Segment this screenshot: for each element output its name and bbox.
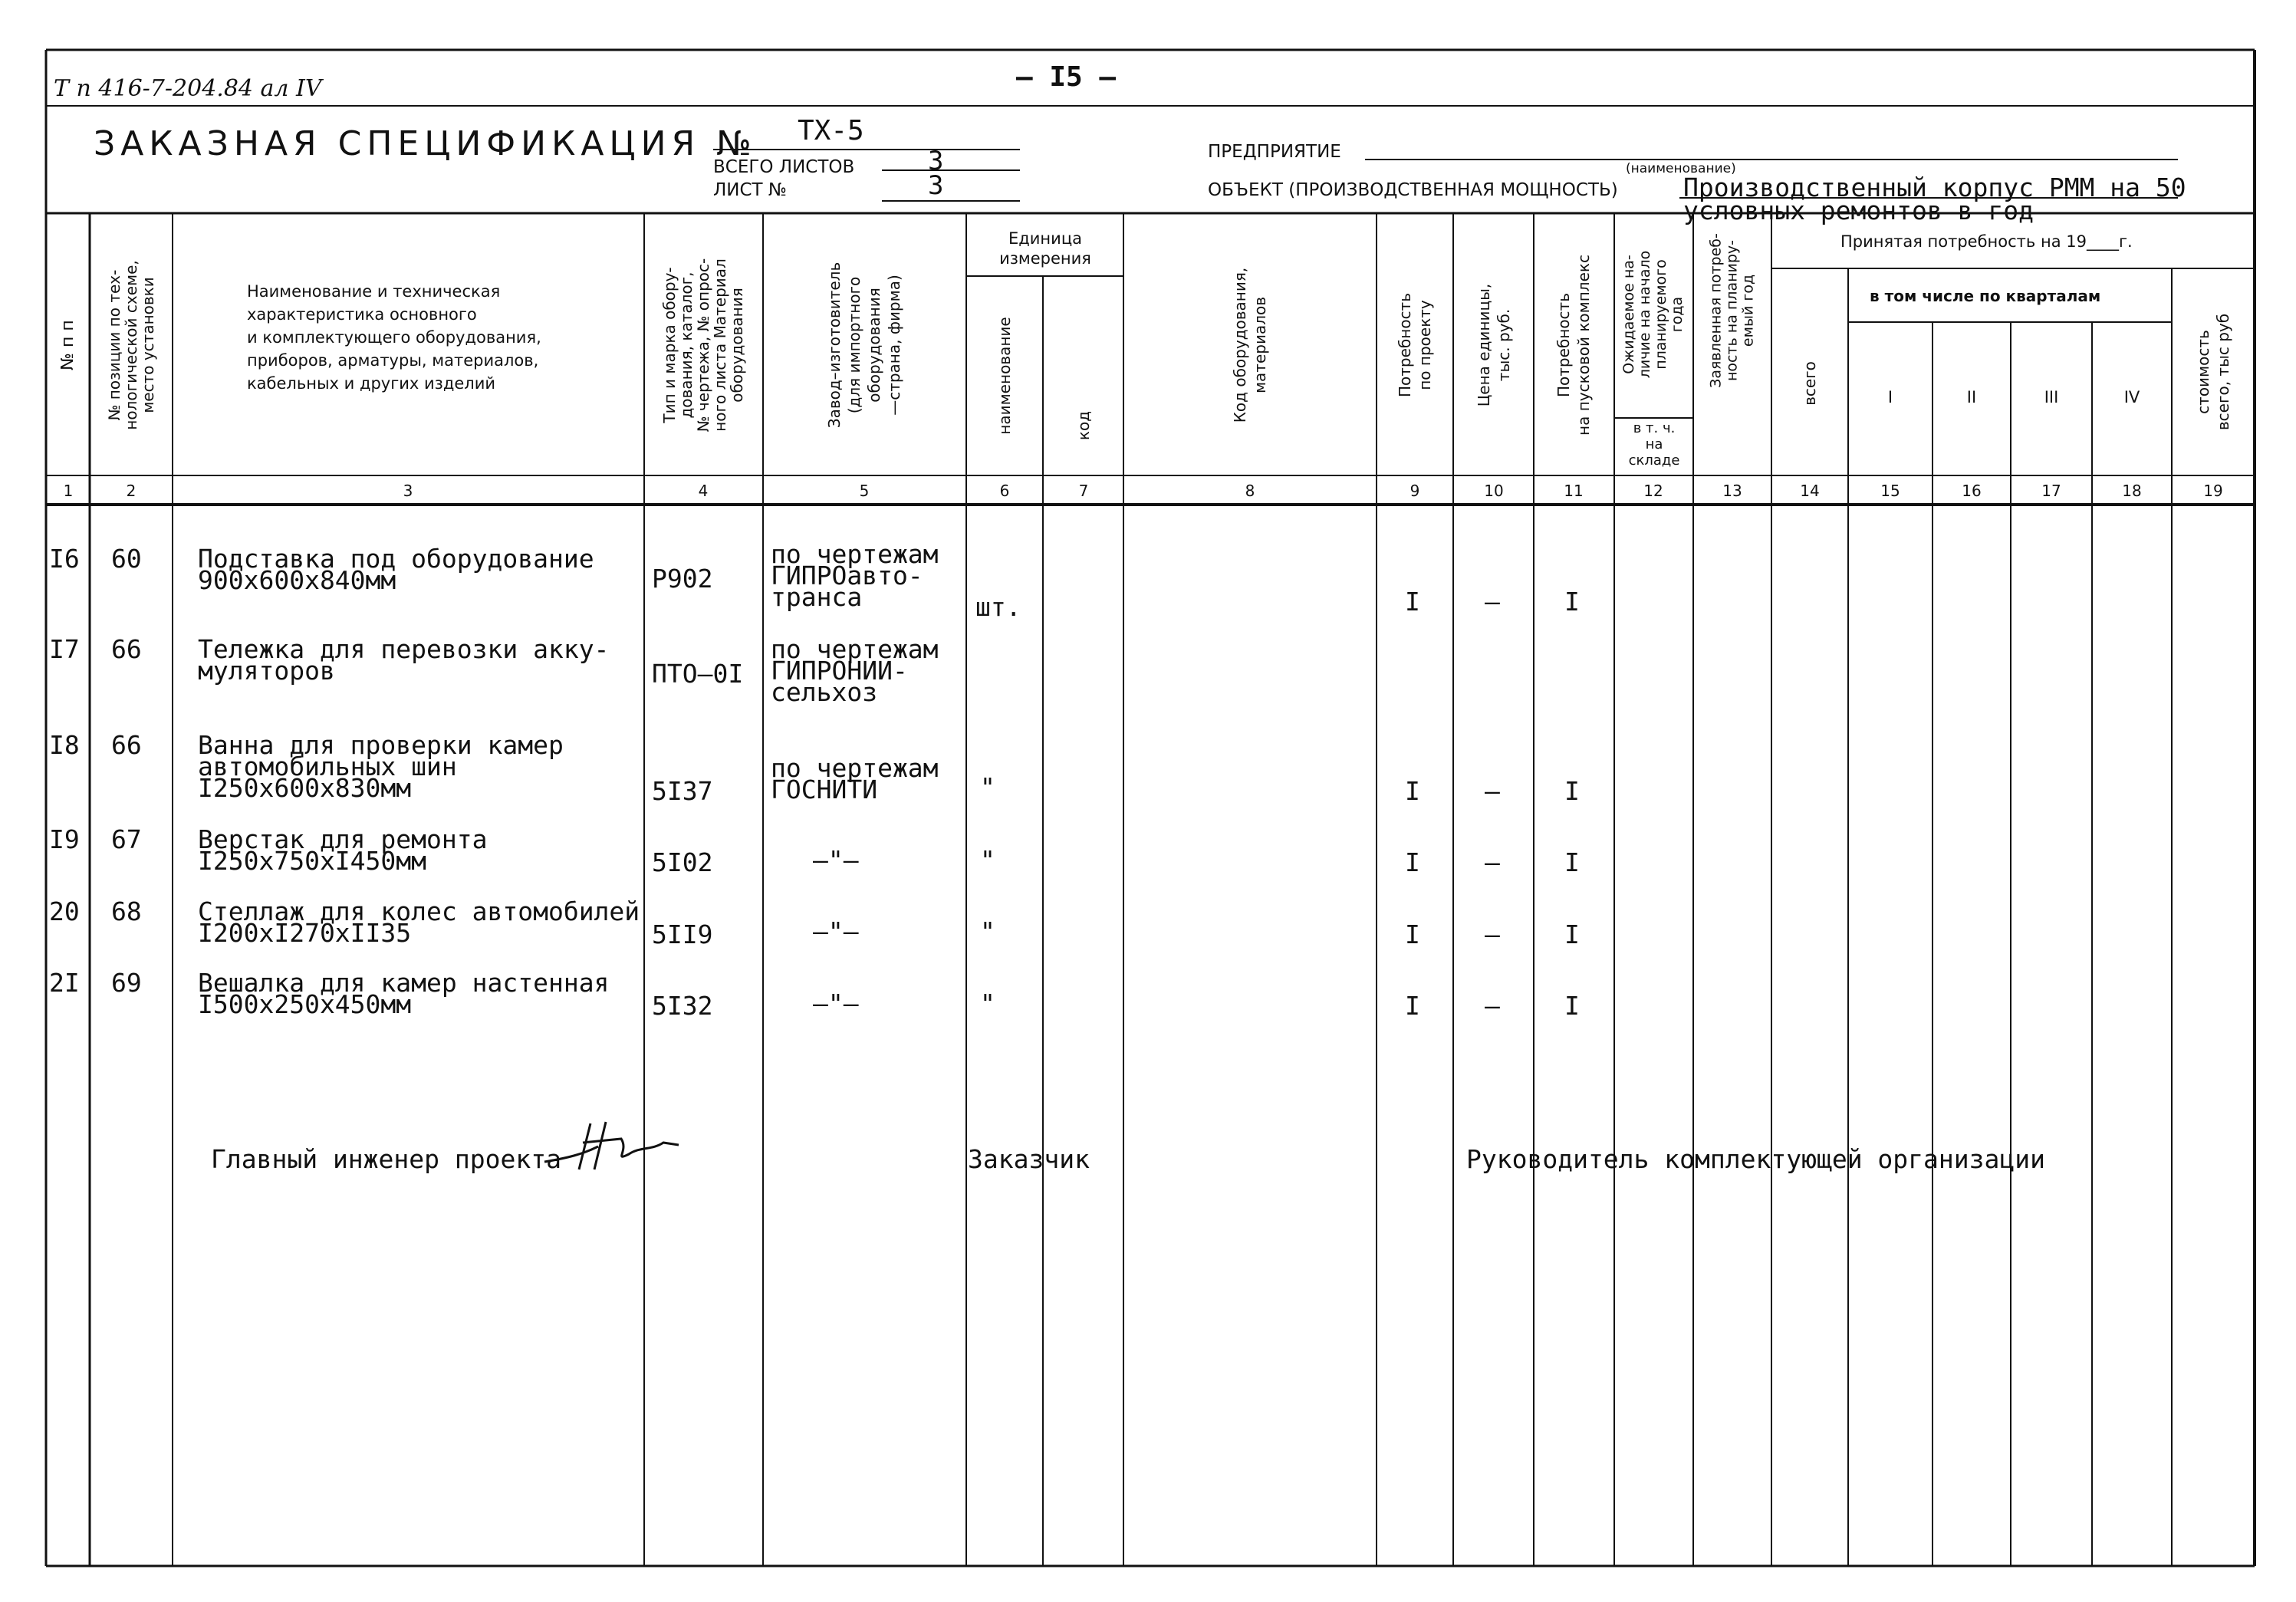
unit-name: шт. [975, 592, 1021, 622]
item-name-line: Стеллаж для колес автомобилей [198, 896, 640, 926]
supplier-head-label: Руководитель комплектующей организации [1466, 1144, 2045, 1174]
colnum-3: 3 [403, 482, 413, 500]
customer-label: Заказчик [968, 1144, 1090, 1174]
manufacturer-line: –"– [813, 989, 859, 1018]
manufacturer-line: –"– [813, 916, 859, 946]
object-name-line2: условных ремонтов в год [1683, 196, 2034, 225]
colnum-6: 6 [999, 482, 1010, 500]
row-number: 2I [49, 968, 80, 998]
header-price: Цена единицы, тыс. руб. [1475, 283, 1513, 407]
header-q3: III [2044, 388, 2059, 406]
header-unit-name: наименование [995, 317, 1014, 435]
header-need: Потребность по проекту [1396, 292, 1434, 398]
need-per-project: I [1405, 776, 1420, 806]
header-quarters: в том числе по кварталам [1870, 287, 2101, 305]
colnum-15: 15 [1880, 482, 1900, 500]
unit-price: – [1485, 991, 1500, 1021]
position-number: 68 [111, 896, 142, 926]
unit-price: – [1485, 587, 1500, 617]
manufacturer-line: по чертежам [771, 539, 939, 569]
colnum-12: 12 [1643, 482, 1663, 500]
position-number: 67 [111, 824, 142, 854]
row-number: I6 [49, 544, 80, 574]
item-type: 5I32 [652, 991, 713, 1021]
colnum-19: 19 [2203, 482, 2223, 500]
manufacturer-line: транса [771, 582, 863, 612]
unit-name: " [980, 989, 995, 1018]
header-position: № позиции по тех- нологической схеме, место установки [105, 260, 157, 430]
item-name-line: I500х250х450мм [198, 989, 412, 1019]
position-number: 69 [111, 968, 142, 998]
header-equipment-code: Код оборудования, материалов [1231, 267, 1269, 423]
row-number: I7 [49, 634, 80, 664]
manufacturer-line: ГИПРОавто- [771, 561, 923, 590]
naming-hint: (наименование) [1626, 161, 1736, 176]
header-unit-code: код [1074, 410, 1093, 441]
header-total: всего [1801, 361, 1819, 406]
unit-name: " [980, 916, 995, 946]
item-type: 5I37 [652, 776, 713, 806]
spec-number: ТХ-5 [798, 115, 864, 146]
header-row-number: № п п [58, 320, 77, 370]
header-cost: стоимость всего, тыс руб [2194, 313, 2232, 431]
item-name-line: I250х750хI450мм [198, 846, 427, 876]
launch-need: I [1564, 776, 1580, 806]
position-number: 66 [111, 730, 142, 760]
colnum-13: 13 [1722, 482, 1742, 500]
header-declared: Заявленная потреб- ность на планиру- емый год [1707, 233, 1757, 388]
document-reference: Т п 416-7-204.84 ал IV [54, 75, 322, 102]
item-name-line: I250х600х830мм [198, 773, 412, 803]
header-accepted: Принятая потребность на 19____г. [1840, 232, 2133, 251]
header-in-stock: в т. ч. на складе [1628, 420, 1680, 469]
item-name-line: автомобильных шин [198, 752, 457, 781]
colnum-10: 10 [1484, 482, 1504, 500]
item-type: ПТО–0I [652, 659, 744, 689]
need-per-project: I [1405, 919, 1420, 949]
header-q1: I [1887, 388, 1893, 406]
position-number: 66 [111, 634, 142, 664]
unit-price: – [1485, 847, 1500, 877]
header-q4: IV [2123, 388, 2140, 406]
manufacturer-line: –"– [813, 845, 859, 875]
item-name-line: Вешалка для камер настенная [198, 968, 610, 998]
header-name: Наименование и техническая характеристика основного и комплектующего оборудования, приборов, арматуры, материалов, кабельных и других изделий [247, 282, 541, 393]
total-sheets-value: 3 [928, 146, 944, 176]
colnum-16: 16 [1962, 482, 1982, 500]
header-expected: Ожидаемое на- личие на начало планируемого года [1620, 250, 1686, 379]
colnum-4: 4 [698, 482, 709, 500]
object-label: ОБЪЕКТ (ПРОИЗВОДСТВЕННАЯ МОЩНОСТЬ) [1208, 180, 1618, 200]
colnum-8: 8 [1245, 482, 1255, 500]
row-number: 20 [49, 896, 80, 926]
colnum-18: 18 [2122, 482, 2142, 500]
chief-engineer-label: Главный инженер проекта [211, 1144, 561, 1174]
total-sheets-label: ВСЕГО ЛИСТОВ [713, 157, 855, 177]
header-manufacturer: Завод–изготовитель (для импортного оборудования —страна, фирма) [825, 262, 903, 429]
sheet-value: 3 [928, 170, 944, 201]
unit-name: " [980, 772, 995, 802]
item-type: 5II9 [652, 919, 713, 949]
need-per-project: I [1405, 847, 1420, 877]
item-name-line: I200хI270хII35 [198, 918, 412, 948]
manufacturer-line: ГОСНИТИ [771, 775, 878, 804]
manufacturer-line: ГИПРОНИИ- [771, 656, 908, 686]
item-name-line: муляторов [198, 656, 335, 686]
item-name-line: 900х600х840мм [198, 565, 396, 595]
header-unit: Единица измерения [999, 229, 1091, 268]
item-type: Р902 [652, 564, 713, 594]
launch-need: I [1564, 847, 1580, 877]
header-q2: II [1966, 388, 1977, 406]
unit-price: – [1485, 776, 1500, 806]
colnum-14: 14 [1800, 482, 1820, 500]
colnum-17: 17 [2041, 482, 2061, 500]
item-name-line: Ванна для проверки камер [198, 730, 564, 760]
page-number: – I5 – [1016, 61, 1117, 93]
colnum-11: 11 [1564, 482, 1584, 500]
item-name-line: Верстак для ремонта [198, 824, 488, 854]
manufacturer-line: сельхоз [771, 677, 878, 707]
sheet-label: ЛИСТ № [713, 180, 787, 200]
launch-need: I [1564, 991, 1580, 1021]
colnum-9: 9 [1410, 482, 1420, 500]
colnum-7: 7 [1078, 482, 1089, 500]
row-number: I8 [49, 730, 80, 760]
item-type: 5I02 [652, 847, 713, 877]
unit-price: – [1485, 919, 1500, 949]
launch-need: I [1564, 919, 1580, 949]
row-number: I9 [49, 824, 80, 854]
page-title: ЗАКАЗНАЯ СПЕЦИФИКАЦИЯ № [94, 124, 757, 163]
colnum-5: 5 [859, 482, 870, 500]
header-launch: Потребность на пусковой комплекс [1554, 255, 1593, 436]
colnum-2: 2 [126, 482, 137, 500]
item-name-line: Подставка под оборудование [198, 544, 594, 574]
object-name-line1: Производственный корпус РММ на 50 [1683, 173, 2186, 202]
unit-name: " [980, 845, 995, 875]
signature-scribble [537, 1116, 690, 1185]
enterprise-label: ПРЕДПРИЯТИЕ [1208, 142, 1341, 162]
manufacturer-line: по чертежам [771, 634, 939, 664]
launch-need: I [1564, 587, 1580, 617]
colnum-1: 1 [63, 482, 74, 500]
position-number: 60 [111, 544, 142, 574]
need-per-project: I [1405, 991, 1420, 1021]
item-name-line: Тележка для перевозки акку- [198, 634, 610, 664]
need-per-project: I [1405, 587, 1420, 617]
manufacturer-line: по чертежам [771, 753, 939, 783]
header-type: Тип и марка обору- дования, каталог, № чертежа, № опрос- ного листа Материал оборудования [660, 258, 746, 433]
